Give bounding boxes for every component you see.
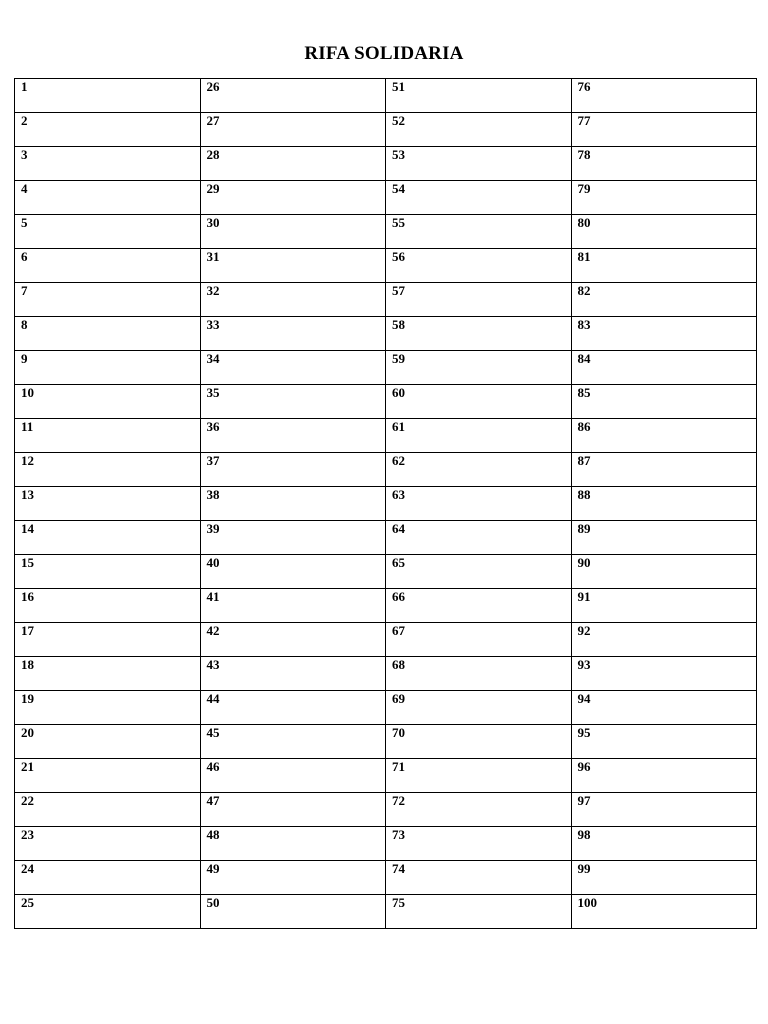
raffle-cell [386, 589, 572, 623]
raffle-number: 51 [392, 79, 405, 94]
raffle-number: 76 [577, 79, 591, 94]
table-row [15, 317, 757, 351]
raffle-cell [15, 249, 201, 283]
raffle-cell [200, 589, 386, 623]
raffle-table [14, 78, 757, 929]
raffle-number: 59 [392, 351, 405, 366]
raffle-number: 57 [392, 283, 405, 298]
raffle-cell [571, 113, 757, 147]
raffle-cell [15, 419, 201, 453]
raffle-number: 22 [21, 793, 34, 808]
raffle-number: 81 [577, 249, 591, 264]
raffle-number: 65 [392, 555, 405, 570]
raffle-cell [386, 691, 572, 725]
raffle-cell [15, 453, 201, 487]
raffle-cell [571, 725, 757, 759]
raffle-number: 86 [577, 419, 591, 434]
raffle-cell [15, 589, 201, 623]
raffle-number: 11 [21, 419, 34, 434]
raffle-number: 4 [21, 181, 28, 196]
raffle-number: 73 [392, 827, 405, 842]
table-row [15, 215, 757, 249]
raffle-number: 72 [392, 793, 405, 808]
raffle-cell [15, 861, 201, 895]
raffle-cell [571, 555, 757, 589]
raffle-number: 90 [577, 555, 591, 570]
raffle-number: 3 [21, 147, 28, 162]
raffle-cell [386, 759, 572, 793]
raffle-number: 98 [577, 827, 591, 842]
raffle-number: 45 [206, 725, 220, 740]
raffle-number: 10 [21, 385, 34, 400]
raffle-number: 30 [206, 215, 220, 230]
raffle-cell [200, 317, 386, 351]
raffle-number: 100 [577, 895, 597, 910]
raffle-number: 31 [206, 249, 220, 264]
table-row [15, 759, 757, 793]
raffle-cell [200, 793, 386, 827]
raffle-cell [200, 691, 386, 725]
raffle-cell [386, 793, 572, 827]
raffle-cell [200, 215, 386, 249]
raffle-cell [200, 419, 386, 453]
raffle-cell [571, 759, 757, 793]
table-row [15, 793, 757, 827]
raffle-number: 61 [392, 419, 405, 434]
raffle-number: 42 [206, 623, 220, 638]
raffle-number: 14 [21, 521, 34, 536]
raffle-number: 19 [21, 691, 34, 706]
raffle-cell [15, 725, 201, 759]
table-row [15, 283, 757, 317]
raffle-cell [386, 521, 572, 555]
raffle-cell [15, 385, 201, 419]
raffle-number: 32 [206, 283, 220, 298]
raffle-cell [571, 385, 757, 419]
raffle-number: 84 [577, 351, 591, 366]
raffle-number: 82 [577, 283, 591, 298]
table-row [15, 453, 757, 487]
raffle-number: 37 [206, 453, 220, 468]
table-row [15, 895, 757, 929]
raffle-number: 70 [392, 725, 405, 740]
table-row [15, 249, 757, 283]
raffle-cell [386, 827, 572, 861]
raffle-number: 64 [392, 521, 405, 536]
raffle-number: 56 [392, 249, 405, 264]
raffle-number: 49 [206, 861, 220, 876]
raffle-number: 46 [206, 759, 220, 774]
raffle-number: 1 [21, 79, 28, 94]
raffle-cell [15, 79, 201, 113]
raffle-cell [386, 861, 572, 895]
table-row [15, 181, 757, 215]
raffle-cell [200, 759, 386, 793]
raffle-cell [200, 487, 386, 521]
raffle-cell [15, 623, 201, 657]
raffle-number: 23 [21, 827, 34, 842]
raffle-cell [571, 283, 757, 317]
raffle-cell [15, 215, 201, 249]
raffle-number: 18 [21, 657, 34, 672]
raffle-cell [571, 351, 757, 385]
raffle-cell [386, 249, 572, 283]
raffle-cell [571, 623, 757, 657]
raffle-number: 13 [21, 487, 34, 502]
table-row [15, 487, 757, 521]
raffle-number: 7 [21, 283, 28, 298]
raffle-number: 27 [206, 113, 220, 128]
raffle-number: 38 [206, 487, 220, 502]
raffle-cell [571, 249, 757, 283]
table-row [15, 589, 757, 623]
raffle-cell [386, 147, 572, 181]
raffle-cell [200, 861, 386, 895]
raffle-cell [386, 487, 572, 521]
table-row [15, 113, 757, 147]
raffle-cell [200, 181, 386, 215]
raffle-cell [200, 725, 386, 759]
raffle-number: 91 [577, 589, 591, 604]
raffle-cell [386, 419, 572, 453]
raffle-cell [200, 895, 386, 929]
raffle-number: 20 [21, 725, 34, 740]
raffle-number: 26 [206, 79, 220, 94]
raffle-cell [571, 521, 757, 555]
raffle-number: 35 [206, 385, 220, 400]
raffle-number: 94 [577, 691, 591, 706]
table-row [15, 623, 757, 657]
raffle-cell [386, 351, 572, 385]
raffle-cell [200, 827, 386, 861]
raffle-number: 25 [21, 895, 34, 910]
raffle-number: 28 [206, 147, 220, 162]
raffle-cell [386, 895, 572, 929]
table-row [15, 657, 757, 691]
raffle-number: 17 [21, 623, 34, 638]
raffle-number: 85 [577, 385, 591, 400]
raffle-number: 67 [392, 623, 405, 638]
raffle-cell [386, 385, 572, 419]
raffle-number: 15 [21, 555, 34, 570]
raffle-cell [571, 317, 757, 351]
raffle-number: 89 [577, 521, 591, 536]
raffle-number: 39 [206, 521, 220, 536]
raffle-cell [15, 555, 201, 589]
raffle-cell [386, 725, 572, 759]
raffle-cell [386, 113, 572, 147]
raffle-number: 93 [577, 657, 591, 672]
raffle-number: 96 [577, 759, 591, 774]
raffle-cell [200, 657, 386, 691]
raffle-number: 5 [21, 215, 28, 230]
raffle-cell [15, 521, 201, 555]
raffle-cell [15, 759, 201, 793]
raffle-cell [200, 555, 386, 589]
raffle-cell [200, 385, 386, 419]
raffle-cell [386, 453, 572, 487]
raffle-cell [571, 487, 757, 521]
page-title: RIFA SOLIDARIA [304, 43, 464, 64]
raffle-number: 88 [577, 487, 591, 502]
raffle-cell [571, 589, 757, 623]
raffle-number: 60 [392, 385, 405, 400]
table-row [15, 147, 757, 181]
raffle-number: 40 [206, 555, 220, 570]
raffle-number: 47 [206, 793, 220, 808]
raffle-cell [386, 317, 572, 351]
raffle-cell [15, 657, 201, 691]
raffle-cell [15, 793, 201, 827]
raffle-cell [15, 181, 201, 215]
raffle-number: 69 [392, 691, 405, 706]
raffle-cell [15, 317, 201, 351]
raffle-cell [571, 861, 757, 895]
raffle-cell [386, 623, 572, 657]
raffle-cell [386, 657, 572, 691]
raffle-cell [200, 453, 386, 487]
raffle-table-body [15, 79, 757, 929]
raffle-number: 24 [21, 861, 34, 876]
raffle-cell [571, 895, 757, 929]
raffle-number: 68 [392, 657, 405, 672]
raffle-cell [15, 827, 201, 861]
raffle-cell [15, 691, 201, 725]
raffle-number: 41 [206, 589, 220, 604]
raffle-number: 36 [206, 419, 220, 434]
raffle-cell [200, 113, 386, 147]
raffle-number: 75 [392, 895, 405, 910]
raffle-number: 63 [392, 487, 405, 502]
raffle-cell [15, 147, 201, 181]
raffle-number: 29 [206, 181, 220, 196]
raffle-cell [386, 215, 572, 249]
table-row [15, 827, 757, 861]
raffle-cell [571, 453, 757, 487]
raffle-cell [200, 249, 386, 283]
raffle-number: 95 [577, 725, 591, 740]
raffle-number: 87 [577, 453, 591, 468]
raffle-number: 80 [577, 215, 591, 230]
raffle-number: 71 [392, 759, 405, 774]
raffle-number: 43 [206, 657, 220, 672]
raffle-cell [200, 79, 386, 113]
raffle-cell [200, 521, 386, 555]
raffle-number: 54 [392, 181, 405, 196]
raffle-number: 9 [21, 351, 28, 366]
raffle-number: 12 [21, 453, 34, 468]
raffle-number: 79 [577, 181, 591, 196]
table-row [15, 521, 757, 555]
raffle-cell [200, 623, 386, 657]
raffle-cell [15, 895, 201, 929]
table-row [15, 351, 757, 385]
raffle-number: 66 [392, 589, 405, 604]
raffle-cell [571, 215, 757, 249]
raffle-cell [571, 79, 757, 113]
raffle-cell [15, 113, 201, 147]
raffle-number: 83 [577, 317, 591, 332]
raffle-cell [200, 147, 386, 181]
raffle-number: 16 [21, 589, 34, 604]
table-row [15, 79, 757, 113]
raffle-cell [386, 181, 572, 215]
raffle-number: 21 [21, 759, 34, 774]
raffle-number: 8 [21, 317, 28, 332]
raffle-number: 33 [206, 317, 220, 332]
raffle-number: 55 [392, 215, 405, 230]
raffle-number: 6 [21, 249, 28, 264]
raffle-number: 58 [392, 317, 405, 332]
raffle-number: 2 [21, 113, 28, 128]
raffle-cell [386, 79, 572, 113]
raffle-number: 48 [206, 827, 220, 842]
raffle-cell [571, 181, 757, 215]
raffle-number: 62 [392, 453, 405, 468]
raffle-cell [15, 283, 201, 317]
raffle-number: 74 [392, 861, 405, 876]
raffle-cell [571, 827, 757, 861]
raffle-cell [571, 793, 757, 827]
raffle-cell [15, 351, 201, 385]
raffle-number: 50 [206, 895, 220, 910]
raffle-cell [571, 657, 757, 691]
raffle-cell [200, 283, 386, 317]
table-row [15, 691, 757, 725]
raffle-cell [15, 487, 201, 521]
raffle-number: 92 [577, 623, 591, 638]
raffle-number: 99 [577, 861, 591, 876]
raffle-cell [386, 283, 572, 317]
raffle-number: 97 [577, 793, 591, 808]
table-row [15, 419, 757, 453]
raffle-number: 77 [577, 113, 591, 128]
table-row [15, 861, 757, 895]
raffle-number: 44 [206, 691, 220, 706]
raffle-cell [571, 691, 757, 725]
table-row [15, 725, 757, 759]
raffle-number: 52 [392, 113, 405, 128]
table-row [15, 555, 757, 589]
raffle-number: 53 [392, 147, 405, 162]
raffle-cell [571, 419, 757, 453]
raffle-cell [386, 555, 572, 589]
raffle-number: 34 [206, 351, 220, 366]
raffle-cell [571, 147, 757, 181]
raffle-cell [200, 351, 386, 385]
table-row [15, 385, 757, 419]
raffle-number: 78 [577, 147, 591, 162]
